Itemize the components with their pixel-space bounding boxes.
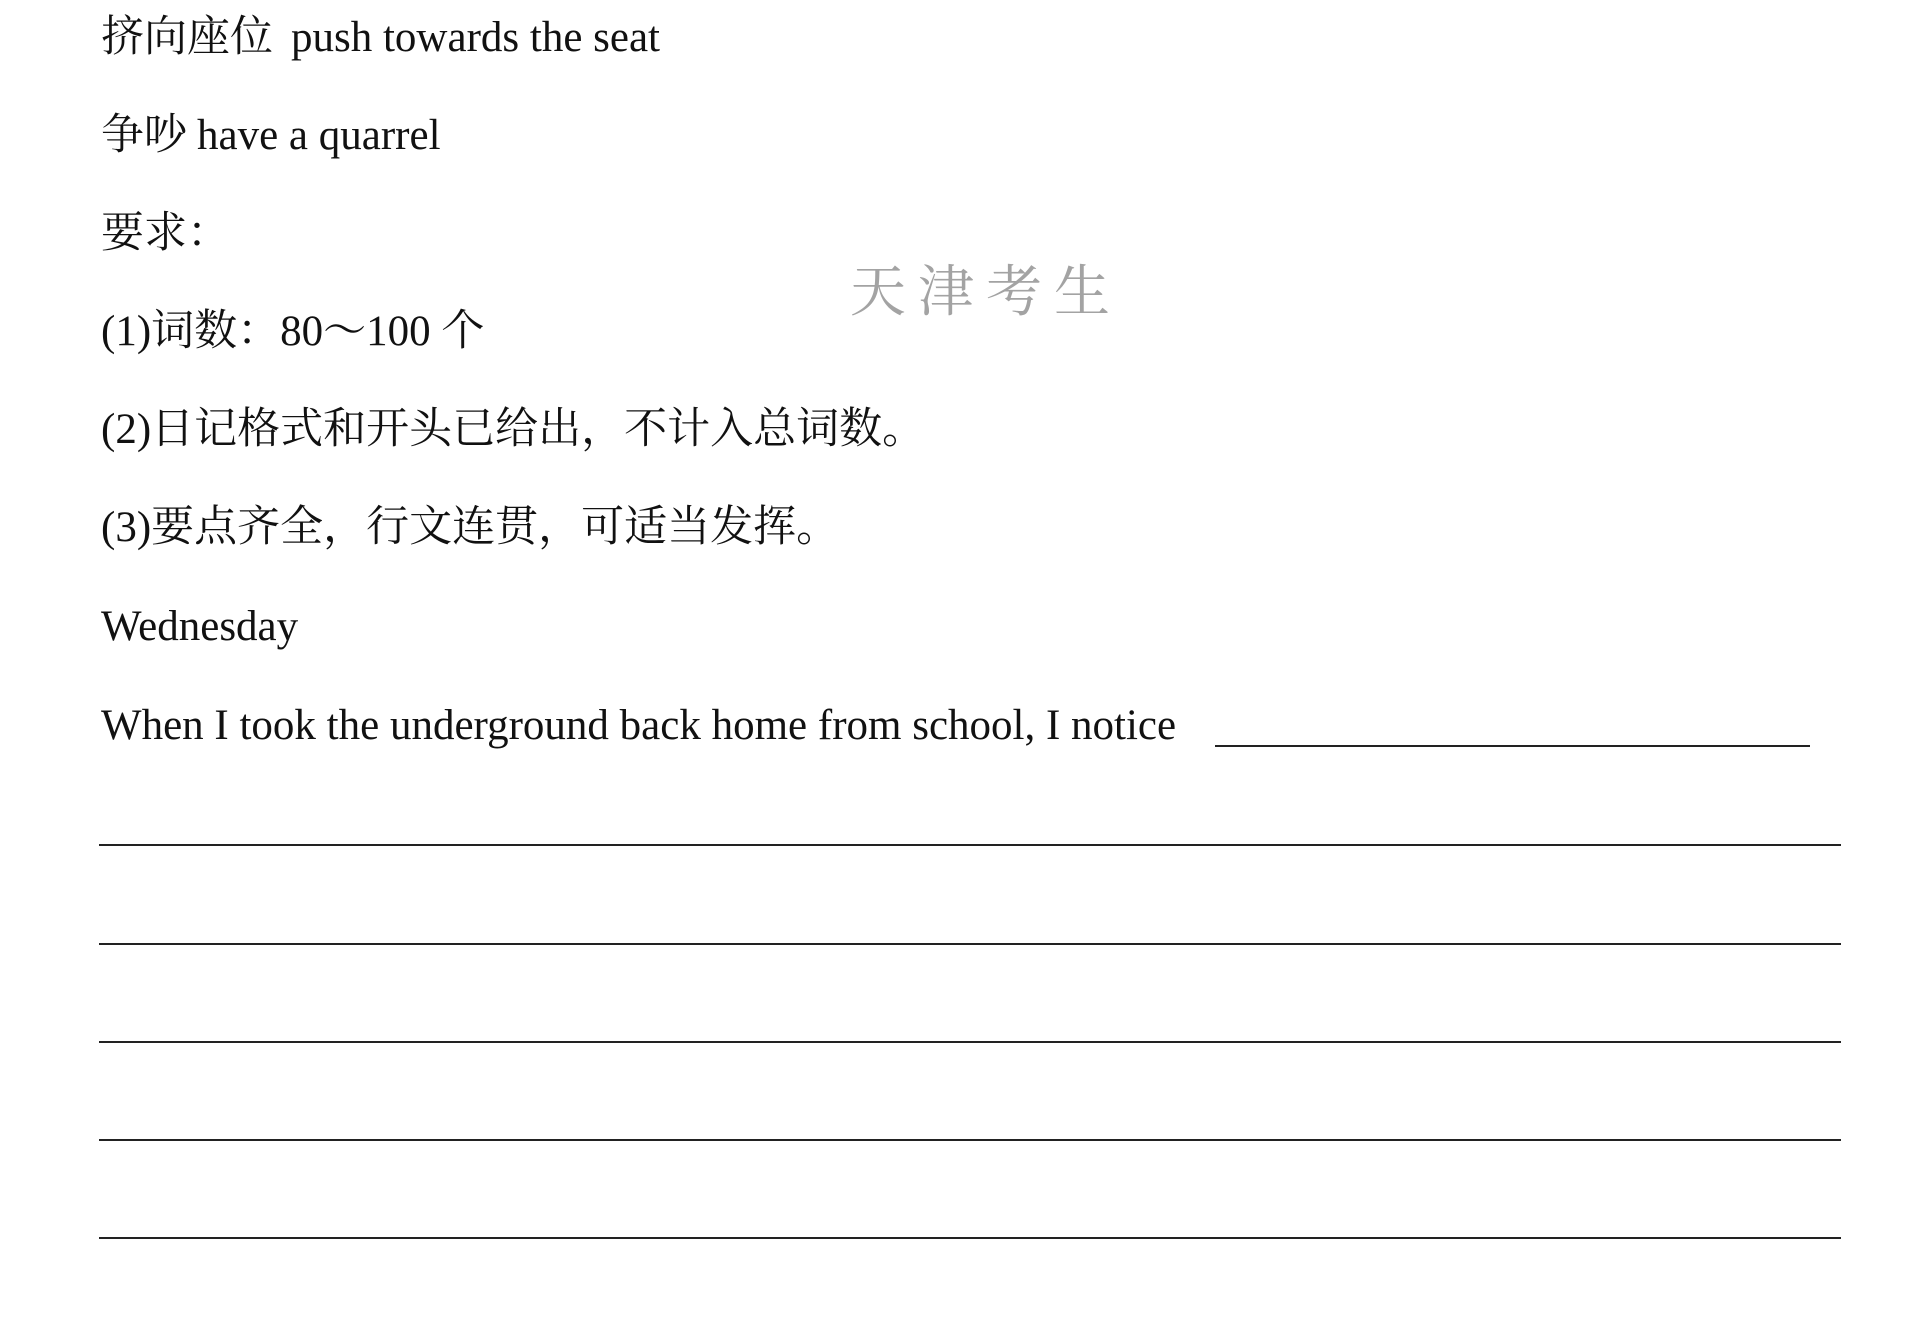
answer-blank-line[interactable] <box>99 1041 1841 1043</box>
diary-opening: When I took the underground back home from school, I notice <box>101 702 1177 749</box>
vocab-line-1 <box>101 12 660 64</box>
answer-blank-line[interactable] <box>99 1139 1841 1141</box>
vocab-english: push towards the seat <box>291 14 661 61</box>
requirement-item: (2)日记格式和开头已给出，不计入总词数。 <box>101 406 926 453</box>
answer-blank-line[interactable] <box>99 1237 1841 1239</box>
vocab-line-2 <box>101 110 441 162</box>
vocab-english: have a quarrel <box>197 112 441 159</box>
requirements-heading: 要求： <box>101 210 230 257</box>
requirement-item: (3)要点齐全，行文连贯，可适当发挥。 <box>101 504 840 551</box>
answer-blank-inline[interactable] <box>1215 745 1810 747</box>
vocab-chinese: 挤向座位 <box>101 14 273 61</box>
answer-blank-line[interactable] <box>99 943 1841 945</box>
diary-day: Wednesday <box>101 603 299 650</box>
answer-blank-line[interactable] <box>99 844 1841 846</box>
watermark-text: 天津考生 <box>850 260 1122 325</box>
vocab-chinese: 争吵 <box>101 112 187 159</box>
requirement-item: (1)词数：80～100 个 <box>101 308 485 355</box>
